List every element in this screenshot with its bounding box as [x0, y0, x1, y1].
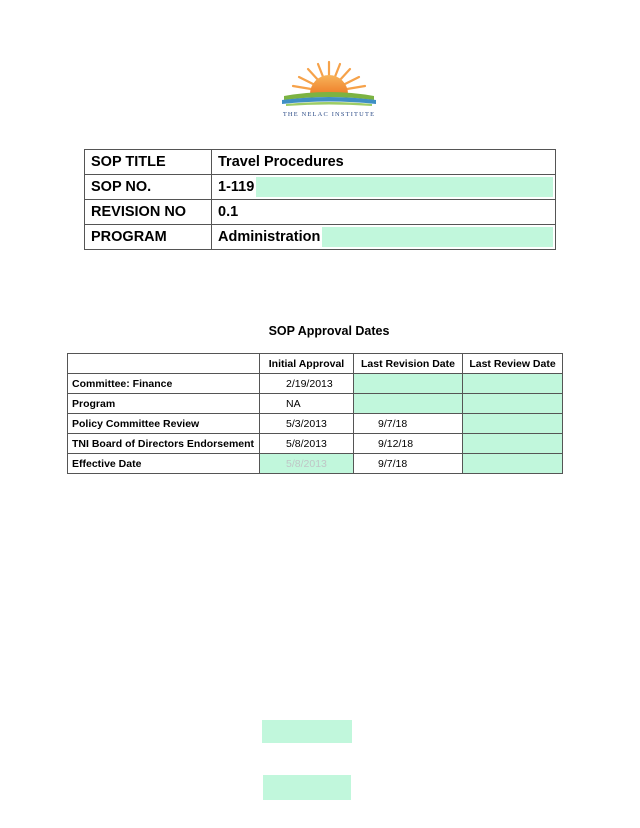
- sop-value-cell: [212, 150, 556, 175]
- sop-value-cell: [212, 225, 556, 250]
- approval-header-row: [68, 354, 563, 374]
- last-review-cell: [463, 454, 563, 474]
- sop-row-number: [85, 175, 556, 200]
- column-header: Initial Approval: [260, 354, 354, 374]
- approval-dates-table: [67, 353, 563, 474]
- column-header: Last Revision Date: [354, 354, 463, 374]
- last-revision-cell: [354, 374, 463, 394]
- row-label: Committee: Finance: [68, 374, 260, 394]
- table-row: [68, 434, 563, 454]
- table-row: [68, 454, 563, 474]
- sop-label: PROGRAM: [85, 225, 212, 250]
- row-label: Effective Date: [68, 454, 260, 474]
- row-label: Program: [68, 394, 260, 414]
- last-review-cell: [463, 374, 563, 394]
- column-header: [68, 354, 260, 374]
- highlight-block: [322, 227, 553, 247]
- initial-approval-cell: 2/19/2013: [260, 374, 354, 394]
- initial-approval-cell: NA: [260, 394, 354, 414]
- sop-label: SOP TITLE: [85, 150, 212, 175]
- sop-number-value: 1-119: [218, 179, 255, 195]
- last-revision-cell: 9/7/18: [354, 414, 463, 434]
- approval-dates-title: SOP Approval Dates: [268, 324, 390, 338]
- sop-row-program: [85, 225, 556, 250]
- highlight-block: [256, 177, 553, 197]
- sop-program-value: Administration: [218, 229, 321, 245]
- highlight-block: [263, 775, 351, 800]
- nelac-logo: [274, 58, 384, 124]
- sop-value-cell: [212, 175, 556, 200]
- last-review-cell: [463, 394, 563, 414]
- sop-label: REVISION NO: [85, 200, 212, 225]
- sop-label: SOP NO.: [85, 175, 212, 200]
- logo-text: THE NELAC INSTITUTE: [282, 111, 376, 118]
- last-revision-cell: [354, 394, 463, 414]
- table-row: [68, 374, 563, 394]
- last-revision-cell: 9/12/18: [354, 434, 463, 454]
- row-label: Policy Committee Review: [68, 414, 260, 434]
- highlight-block: [262, 720, 352, 743]
- sun-over-landscape-icon: [274, 58, 384, 110]
- last-review-cell: [463, 414, 563, 434]
- last-review-cell: [463, 434, 563, 454]
- table-row: [68, 414, 563, 434]
- column-header: Last Review Date: [463, 354, 563, 374]
- sop-row-title: [85, 150, 556, 175]
- initial-approval-cell: 5/3/2013: [260, 414, 354, 434]
- table-row: [68, 394, 563, 414]
- sop-row-revision: [85, 200, 556, 225]
- sop-title-value: Travel Procedures: [218, 154, 344, 170]
- row-label: TNI Board of Directors Endorsement: [68, 434, 260, 454]
- sop-revision-value: 0.1: [218, 204, 239, 220]
- initial-approval-cell: 5/8/2013: [260, 454, 354, 474]
- initial-approval-cell: 5/8/2013: [260, 434, 354, 454]
- last-revision-cell: 9/7/18: [354, 454, 463, 474]
- sop-info-table: [84, 149, 556, 250]
- sop-value-cell: [212, 200, 556, 225]
